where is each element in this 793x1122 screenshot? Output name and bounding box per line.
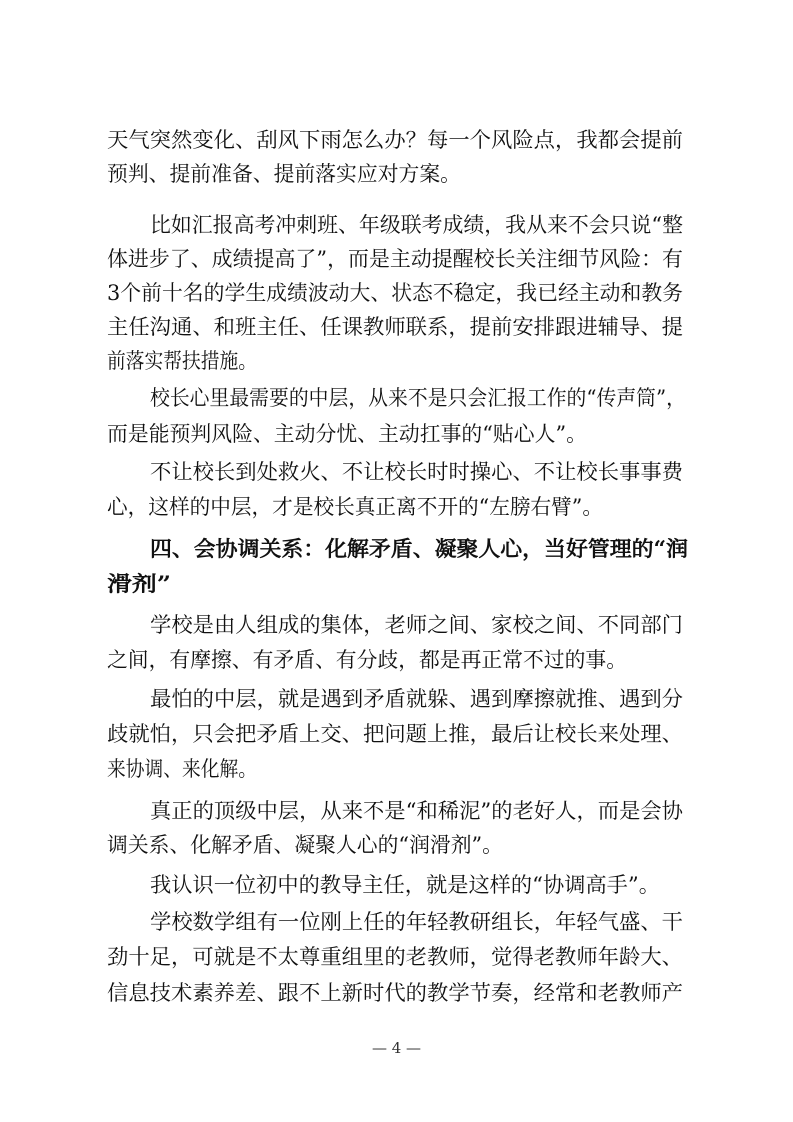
- line-text: 歧就怕，只会把矛盾上交、把问题上推，最后让校长来处理、: [107, 722, 684, 746]
- line-text: 我认识一位初中的教导主任，就是这样的“协调高手”。: [150, 873, 660, 897]
- line-text: 天气突然变化、刮风下雨怎么办？每一个风险点，我都会提前: [107, 128, 684, 152]
- line-text: 调关系、化解矛盾、凝聚人心的“润滑剂”。: [107, 833, 503, 857]
- page-number: — 4 —: [371, 1039, 422, 1057]
- line-text: 来协调、来化解。: [107, 757, 257, 781]
- line-text: 最怕的中层，就是遇到矛盾就躲、遇到摩擦就推、遇到分: [150, 687, 683, 711]
- line-text: 前落实帮扶措施。: [107, 349, 257, 373]
- line-text: 校长心里最需要的中层，从来不是只会汇报工作的“传声筒”，: [150, 386, 686, 410]
- line-text: 而是能预判风险、主动分忧、主动扛事的“贴心人”。: [107, 422, 587, 446]
- line-text: 3个前十名的学生成绩波动大、状态不稳定，我已经主动和教务: [107, 281, 683, 305]
- line-text: 不让校长到处救火、不让校长时时操心、不让校长事事费: [150, 460, 683, 484]
- line-text: 劲十足，可就是不太尊重组里的老教师，觉得老教师年龄大、: [107, 945, 684, 969]
- line-text: 主任沟通、和班主任、任课教师联系，提前安排跟进辅导、提: [107, 315, 684, 339]
- section-heading-text: 滑剂”: [107, 571, 171, 596]
- line-text: 预判、提前准备、提前落实应对方案。: [107, 162, 461, 186]
- line-text: 真正的顶级中层，从来不是“和稀泥”的老好人，而是会协: [150, 799, 683, 823]
- line-text: 学校是由人组成的集体，老师之间、家校之间、不同部门: [150, 613, 683, 637]
- section-heading-text: 四、会协调关系：化解矛盾、凝聚人心，当好管理的“润: [150, 536, 688, 561]
- line-text: 比如汇报高考冲刺班、年级联考成绩，我从来不会只说“整: [150, 213, 683, 237]
- line-text: 心，这样的中层，才是校长真正离不开的“左膀右臂”。: [107, 495, 603, 519]
- line-text: 学校数学组有一位刚上任的年轻教研组长，年轻气盛、干: [150, 910, 683, 934]
- line-text: 之间，有摩擦、有矛盾、有分歧，都是再正常不过的事。: [107, 648, 627, 672]
- line-text: 体进步了、成绩提高了”，而是主动提醒校长关注细节风险：有: [107, 247, 683, 271]
- line-text: 信息技术素养差、跟不上新时代的教学节奏，经常和老教师产: [107, 981, 684, 1005]
